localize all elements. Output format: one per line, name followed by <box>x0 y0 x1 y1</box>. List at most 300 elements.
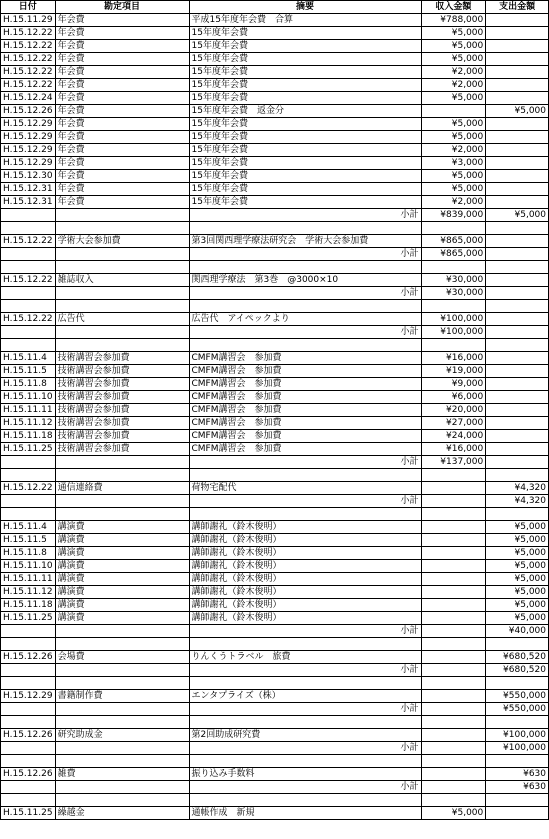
date-cell: H.15.12.26 <box>1 105 56 118</box>
date-cell <box>1 625 56 638</box>
table-row <box>1 612 549 625</box>
account-cell: 年会費 <box>55 105 189 118</box>
expense-cell <box>486 53 549 66</box>
table-row <box>1 235 549 248</box>
expense-cell <box>486 170 549 183</box>
income-cell: ¥16,000 <box>421 352 486 365</box>
account-cell: 年会費 <box>55 144 189 157</box>
account-cell <box>55 456 189 469</box>
description-cell: 15年度年会費 <box>189 183 421 196</box>
expense-cell: ¥5,000 <box>486 521 549 534</box>
income-cell <box>421 690 486 703</box>
description-cell: 講師謝礼（鈴木俊明） <box>189 599 421 612</box>
expense-cell <box>486 404 549 417</box>
income-cell: ¥839,000 <box>421 209 486 222</box>
table-row <box>1 807 549 820</box>
income-cell: ¥5,000 <box>421 27 486 40</box>
date-cell: H.15.12.22 <box>1 274 56 287</box>
income-cell <box>421 781 486 794</box>
header-income: 収入金額 <box>421 1 486 14</box>
date-cell: H.15.12.22 <box>1 235 56 248</box>
expense-cell: ¥630 <box>486 781 549 794</box>
income-cell: ¥2,000 <box>421 196 486 209</box>
header-expense: 支出金額 <box>486 1 549 14</box>
income-cell: ¥30,000 <box>421 274 486 287</box>
expense-cell: ¥5,000 <box>486 547 549 560</box>
account-cell: 年会費 <box>55 27 189 40</box>
expense-cell <box>486 196 549 209</box>
date-cell: H.15.12.22 <box>1 79 56 92</box>
table-row <box>1 105 549 118</box>
income-cell <box>421 534 486 547</box>
income-cell <box>421 651 486 664</box>
account-cell: 年会費 <box>55 53 189 66</box>
income-cell <box>421 703 486 716</box>
date-cell <box>1 716 56 729</box>
date-cell: H.15.11.11 <box>1 404 56 417</box>
date-cell: H.15.12.24 <box>1 92 56 105</box>
description-cell <box>189 638 421 651</box>
date-cell <box>1 677 56 690</box>
table-row <box>1 729 549 742</box>
income-cell <box>421 755 486 768</box>
account-cell: 技術講習会参加費 <box>55 365 189 378</box>
date-cell <box>1 781 56 794</box>
description-cell: 第2回助成研究費 <box>189 729 421 742</box>
table-row <box>1 131 549 144</box>
subtotal-row <box>1 326 549 339</box>
income-cell: ¥100,000 <box>421 313 486 326</box>
date-cell: H.15.12.29 <box>1 157 56 170</box>
date-cell: H.15.12.31 <box>1 196 56 209</box>
expense-cell <box>486 326 549 339</box>
account-cell: 会場費 <box>55 651 189 664</box>
income-cell <box>421 716 486 729</box>
expense-cell <box>486 638 549 651</box>
expense-cell: ¥5,000 <box>486 560 549 573</box>
expense-cell <box>486 118 549 131</box>
table-row <box>1 560 549 573</box>
expense-cell <box>486 417 549 430</box>
account-cell: 技術講習会参加費 <box>55 391 189 404</box>
table-row <box>1 547 549 560</box>
expense-cell <box>486 274 549 287</box>
description-cell: CMFM講習会 参加費 <box>189 378 421 391</box>
table-row <box>1 92 549 105</box>
expense-cell <box>486 79 549 92</box>
expense-cell <box>486 807 549 820</box>
date-cell: H.15.12.29 <box>1 690 56 703</box>
blank-row <box>1 300 549 313</box>
date-cell <box>1 300 56 313</box>
income-cell <box>421 586 486 599</box>
income-cell <box>421 560 486 573</box>
account-cell <box>55 287 189 300</box>
expense-cell <box>486 677 549 690</box>
date-cell <box>1 742 56 755</box>
expense-cell: ¥680,520 <box>486 651 549 664</box>
income-cell: ¥2,000 <box>421 79 486 92</box>
description-cell <box>189 508 421 521</box>
description-cell: 講師謝礼（鈴木俊明） <box>189 534 421 547</box>
blank-row <box>1 222 549 235</box>
expense-cell: ¥40,000 <box>486 625 549 638</box>
subtotal-label: 小計 <box>189 287 421 300</box>
income-cell <box>421 339 486 352</box>
subtotal-label: 小計 <box>189 742 421 755</box>
income-cell <box>421 482 486 495</box>
account-cell <box>55 248 189 261</box>
account-cell: 技術講習会参加費 <box>55 404 189 417</box>
subtotal-label: 小計 <box>189 456 421 469</box>
income-cell <box>421 508 486 521</box>
table-row <box>1 352 549 365</box>
description-cell: 15年度年会費 返金分 <box>189 105 421 118</box>
account-cell: 講演費 <box>55 612 189 625</box>
account-cell: 講演費 <box>55 534 189 547</box>
table-row <box>1 27 549 40</box>
income-cell <box>421 599 486 612</box>
description-cell: 荷物宅配代 <box>189 482 421 495</box>
date-cell <box>1 638 56 651</box>
table-row <box>1 768 549 781</box>
income-cell: ¥16,000 <box>421 443 486 456</box>
income-cell: ¥2,000 <box>421 66 486 79</box>
table-row <box>1 391 549 404</box>
description-cell: CMFM講習会 参加費 <box>189 352 421 365</box>
expense-cell <box>486 716 549 729</box>
description-cell: 15年度年会費 <box>189 118 421 131</box>
date-cell: H.15.12.30 <box>1 170 56 183</box>
description-cell: 講師謝礼（鈴木俊明） <box>189 573 421 586</box>
expense-cell: ¥5,000 <box>486 534 549 547</box>
date-cell <box>1 248 56 261</box>
table-row <box>1 53 549 66</box>
income-cell <box>421 222 486 235</box>
income-cell <box>421 729 486 742</box>
date-cell <box>1 456 56 469</box>
header-account: 勘定項目 <box>55 1 189 14</box>
description-cell: 15年度年会費 <box>189 170 421 183</box>
header-date: 日付 <box>1 1 56 14</box>
account-cell: 年会費 <box>55 92 189 105</box>
account-cell <box>55 222 189 235</box>
expense-cell: ¥5,000 <box>486 612 549 625</box>
date-cell: H.15.12.29 <box>1 118 56 131</box>
subtotal-label: 小計 <box>189 781 421 794</box>
account-cell: 技術講習会参加費 <box>55 430 189 443</box>
expense-cell: ¥4,320 <box>486 482 549 495</box>
date-cell: H.15.11.12 <box>1 586 56 599</box>
table-row <box>1 651 549 664</box>
expense-cell <box>486 352 549 365</box>
account-cell: 講演費 <box>55 573 189 586</box>
account-cell <box>55 794 189 807</box>
table-row <box>1 534 549 547</box>
account-cell: 年会費 <box>55 170 189 183</box>
expense-cell: ¥680,520 <box>486 664 549 677</box>
account-cell: 講演費 <box>55 547 189 560</box>
expense-cell <box>486 456 549 469</box>
description-cell: 15年度年会費 <box>189 196 421 209</box>
blank-row <box>1 261 549 274</box>
date-cell <box>1 209 56 222</box>
description-cell <box>189 677 421 690</box>
description-cell <box>189 755 421 768</box>
date-cell: H.15.11.4 <box>1 521 56 534</box>
date-cell: H.15.12.31 <box>1 183 56 196</box>
table-row <box>1 365 549 378</box>
account-cell: 学術大会参加費 <box>55 235 189 248</box>
table-row <box>1 313 549 326</box>
blank-row <box>1 677 549 690</box>
description-cell: CMFM講習会 参加費 <box>189 443 421 456</box>
income-cell: ¥27,000 <box>421 417 486 430</box>
description-cell <box>189 300 421 313</box>
income-cell: ¥6,000 <box>421 391 486 404</box>
table-row <box>1 274 549 287</box>
date-cell: H.15.11.25 <box>1 443 56 456</box>
subtotal-label: 小計 <box>189 209 421 222</box>
description-cell: 15年度年会費 <box>189 66 421 79</box>
table-row <box>1 417 549 430</box>
description-cell: 第3回関西理学療法研究会 学術大会参加費 <box>189 235 421 248</box>
header-description: 摘要 <box>189 1 421 14</box>
account-cell <box>55 469 189 482</box>
account-cell: 年会費 <box>55 183 189 196</box>
account-cell: 技術講習会参加費 <box>55 417 189 430</box>
description-cell: 15年度年会費 <box>189 157 421 170</box>
account-cell: 雑誌収入 <box>55 274 189 287</box>
account-cell <box>55 781 189 794</box>
description-cell: CMFM講習会 参加費 <box>189 365 421 378</box>
subtotal-row <box>1 287 549 300</box>
blank-row <box>1 755 549 768</box>
income-cell <box>421 638 486 651</box>
expense-cell: ¥4,320 <box>486 495 549 508</box>
account-cell: 技術講習会参加費 <box>55 352 189 365</box>
account-cell: 年会費 <box>55 157 189 170</box>
table-row <box>1 170 549 183</box>
income-cell: ¥788,000 <box>421 14 486 27</box>
date-cell <box>1 261 56 274</box>
expense-cell: ¥550,000 <box>486 703 549 716</box>
income-cell: ¥9,000 <box>421 378 486 391</box>
account-cell <box>55 508 189 521</box>
subtotal-label: 小計 <box>189 703 421 716</box>
account-cell <box>55 261 189 274</box>
table-row <box>1 599 549 612</box>
table-row <box>1 378 549 391</box>
subtotal-row <box>1 625 549 638</box>
subtotal-row <box>1 456 549 469</box>
expense-cell: ¥5,000 <box>486 586 549 599</box>
date-cell <box>1 469 56 482</box>
account-cell: 講演費 <box>55 560 189 573</box>
date-cell: H.15.11.5 <box>1 534 56 547</box>
description-cell: CMFM講習会 参加費 <box>189 404 421 417</box>
account-cell: 技術講習会参加費 <box>55 378 189 391</box>
description-cell: 平成15年度年会費 合算 <box>189 14 421 27</box>
date-cell: H.15.12.26 <box>1 729 56 742</box>
account-cell: 講演費 <box>55 599 189 612</box>
expense-cell <box>486 365 549 378</box>
income-cell: ¥137,000 <box>421 456 486 469</box>
account-cell: 講演費 <box>55 521 189 534</box>
account-cell <box>55 638 189 651</box>
subtotal-row <box>1 248 549 261</box>
subtotal-label: 小計 <box>189 625 421 638</box>
income-cell: ¥5,000 <box>421 131 486 144</box>
table-row <box>1 482 549 495</box>
description-cell: 15年度年会費 <box>189 40 421 53</box>
header-row <box>1 1 549 14</box>
income-cell <box>421 521 486 534</box>
account-cell <box>55 742 189 755</box>
income-cell <box>421 300 486 313</box>
income-cell <box>421 625 486 638</box>
description-cell: エンタプライズ（株） <box>189 690 421 703</box>
description-cell: りんくうトラベル 旅費 <box>189 651 421 664</box>
date-cell: H.15.11.12 <box>1 417 56 430</box>
expense-cell <box>486 248 549 261</box>
account-cell: 年会費 <box>55 131 189 144</box>
date-cell <box>1 664 56 677</box>
income-cell: ¥3,000 <box>421 157 486 170</box>
account-cell <box>55 339 189 352</box>
date-cell: H.15.12.22 <box>1 27 56 40</box>
subtotal-row <box>1 742 549 755</box>
income-cell <box>421 469 486 482</box>
description-cell: 講師謝礼（鈴木俊明） <box>189 612 421 625</box>
blank-row <box>1 716 549 729</box>
account-cell <box>55 300 189 313</box>
date-cell: H.15.12.22 <box>1 66 56 79</box>
account-cell <box>55 625 189 638</box>
account-cell <box>55 326 189 339</box>
date-cell: H.15.12.29 <box>1 144 56 157</box>
account-cell: 年会費 <box>55 79 189 92</box>
date-cell: H.15.11.10 <box>1 560 56 573</box>
date-cell <box>1 222 56 235</box>
income-cell: ¥5,000 <box>421 118 486 131</box>
expense-cell <box>486 183 549 196</box>
date-cell: H.15.11.4 <box>1 352 56 365</box>
income-cell: ¥30,000 <box>421 287 486 300</box>
description-cell: CMFM講習会 参加費 <box>189 391 421 404</box>
description-cell: 15年度年会費 <box>189 131 421 144</box>
account-cell: 研究助成金 <box>55 729 189 742</box>
income-cell: ¥20,000 <box>421 404 486 417</box>
income-cell: ¥5,000 <box>421 183 486 196</box>
date-cell <box>1 703 56 716</box>
description-cell: 15年度年会費 <box>189 92 421 105</box>
subtotal-row <box>1 495 549 508</box>
account-cell <box>55 495 189 508</box>
description-cell: 関西理学療法 第3巻 @3000×10 <box>189 274 421 287</box>
subtotal-row <box>1 781 549 794</box>
account-cell: 年会費 <box>55 40 189 53</box>
expense-cell: ¥5,000 <box>486 573 549 586</box>
expense-cell <box>486 235 549 248</box>
description-cell: 15年度年会費 <box>189 144 421 157</box>
date-cell: H.15.11.18 <box>1 599 56 612</box>
date-cell <box>1 326 56 339</box>
expense-cell <box>486 40 549 53</box>
expense-cell <box>486 469 549 482</box>
date-cell <box>1 794 56 807</box>
account-cell: 繰越金 <box>55 807 189 820</box>
date-cell: H.15.12.22 <box>1 53 56 66</box>
date-cell: H.15.11.18 <box>1 430 56 443</box>
income-cell <box>421 495 486 508</box>
description-cell: 通帳作成 新規 <box>189 807 421 820</box>
date-cell <box>1 339 56 352</box>
expense-cell <box>486 131 549 144</box>
income-cell <box>421 612 486 625</box>
expense-cell <box>486 443 549 456</box>
description-cell: 講師謝礼（鈴木俊明） <box>189 560 421 573</box>
date-cell: H.15.11.8 <box>1 378 56 391</box>
description-cell: CMFM講習会 参加費 <box>189 430 421 443</box>
date-cell: H.15.11.10 <box>1 391 56 404</box>
description-cell <box>189 716 421 729</box>
date-cell: H.15.12.26 <box>1 768 56 781</box>
income-cell: ¥5,000 <box>421 53 486 66</box>
date-cell <box>1 755 56 768</box>
income-cell <box>421 794 486 807</box>
income-cell <box>421 261 486 274</box>
description-cell: 15年度年会費 <box>189 53 421 66</box>
table-row <box>1 66 549 79</box>
income-cell: ¥19,000 <box>421 365 486 378</box>
description-cell: 広告代 アイペックより <box>189 313 421 326</box>
income-cell: ¥5,000 <box>421 92 486 105</box>
account-cell: 通信連絡費 <box>55 482 189 495</box>
expense-cell: ¥100,000 <box>486 742 549 755</box>
table-row <box>1 118 549 131</box>
expense-cell <box>486 14 549 27</box>
account-cell <box>55 703 189 716</box>
expense-cell <box>486 755 549 768</box>
table-row <box>1 690 549 703</box>
income-cell <box>421 768 486 781</box>
income-cell: ¥5,000 <box>421 807 486 820</box>
date-cell: H.15.11.25 <box>1 612 56 625</box>
income-cell: ¥100,000 <box>421 326 486 339</box>
account-cell: 雑費 <box>55 768 189 781</box>
account-cell: 年会費 <box>55 196 189 209</box>
subtotal-row <box>1 703 549 716</box>
date-cell: H.15.11.5 <box>1 365 56 378</box>
expense-cell <box>486 287 549 300</box>
expense-cell: ¥5,000 <box>486 209 549 222</box>
description-cell: 講師謝礼（鈴木俊明） <box>189 547 421 560</box>
date-cell: H.15.11.8 <box>1 547 56 560</box>
table-row <box>1 430 549 443</box>
expense-cell: ¥5,000 <box>486 599 549 612</box>
income-cell: ¥24,000 <box>421 430 486 443</box>
subtotal-label: 小計 <box>189 495 421 508</box>
table-row <box>1 404 549 417</box>
blank-row <box>1 638 549 651</box>
expense-cell <box>486 313 549 326</box>
income-cell: ¥865,000 <box>421 248 486 261</box>
table-row <box>1 521 549 534</box>
account-cell <box>55 209 189 222</box>
expense-cell <box>486 92 549 105</box>
income-cell <box>421 105 486 118</box>
